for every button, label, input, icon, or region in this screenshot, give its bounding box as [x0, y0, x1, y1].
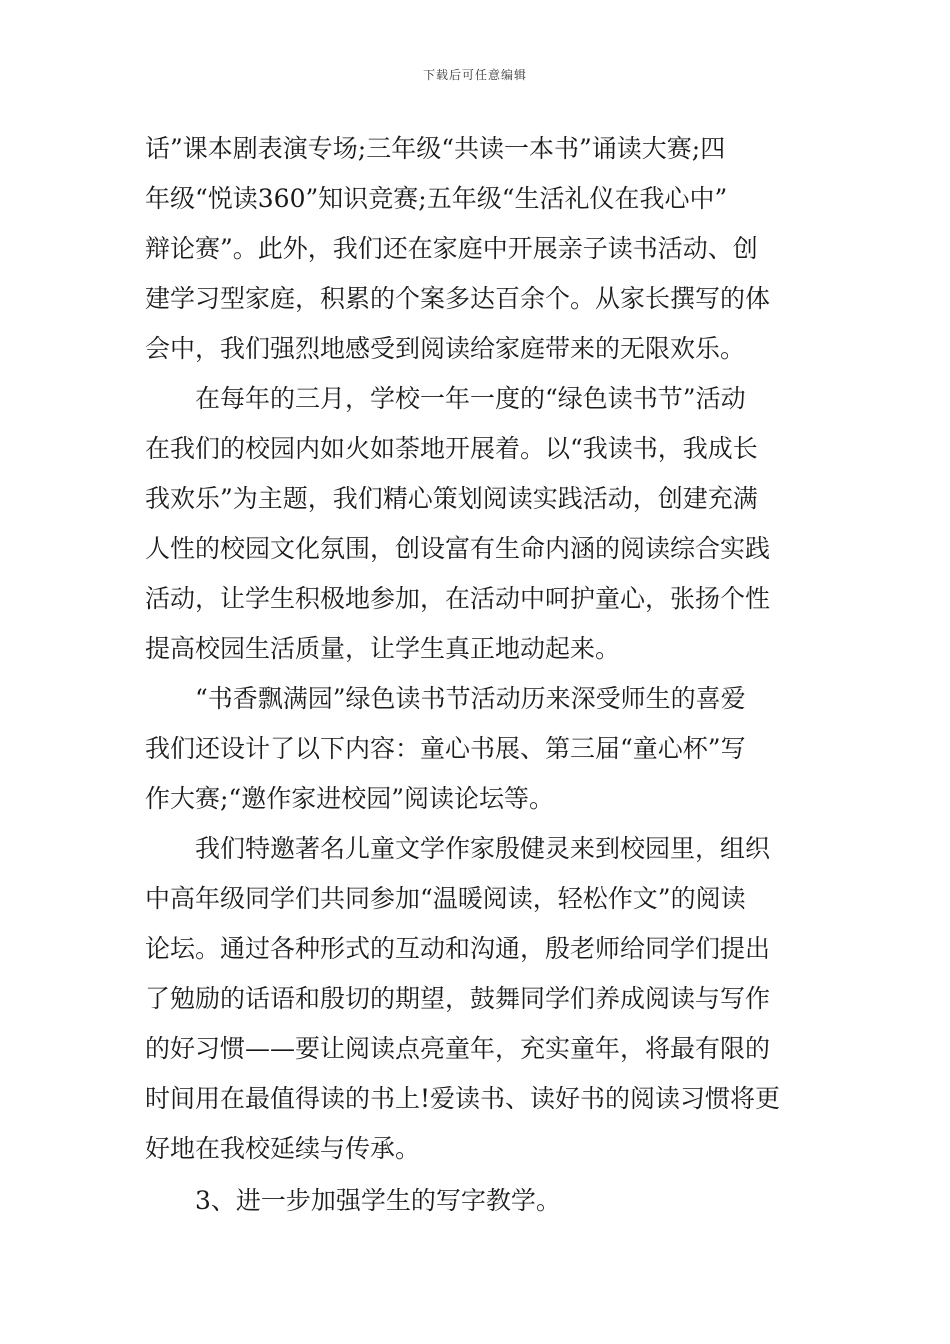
text-line: “书香飘满园”绿色读书节活动历来深受师生的喜爱 — [145, 684, 746, 713]
text-line: 我欢乐”为主题，我们精心策划阅读实践活动，创建充满 — [145, 484, 758, 513]
text-line: 作大赛;“邀作家进校园”阅读论坛等。 — [145, 784, 554, 813]
text-line: 了勉励的话语和殷切的期望，鼓舞同学们养成阅读与写作 — [145, 984, 771, 1013]
text-line: 辩论赛”。此外，我们还在家庭中开展亲子读书活动、创 — [145, 234, 758, 263]
text-line: 我们还设计了以下内容：童心书展、第三届“童心杯”写 — [145, 734, 746, 763]
text-line: 时间用在最值得读的书上!爱读书、读好书的阅读习惯将更 — [145, 1084, 781, 1113]
text-line: 在我们的校园内如火如荼地开展着。以“我读书，我成长 — [145, 434, 758, 463]
text-line: 提高校园生活质量，让学生真正地动起来。 — [145, 634, 621, 663]
page-header: 下载后可任意编辑 — [422, 68, 527, 82]
document-body — [145, 124, 808, 1226]
text-line: 年级“悦读360”知识竞赛;五年级“生活礼仪在我心中” — [145, 184, 728, 213]
text-line: 我们特邀著名儿童文学作家殷健灵来到校园里，组织 — [145, 834, 771, 863]
text-line: 话”课本剧表演专场;三年级“共读一本书”诵读大赛;四 — [145, 134, 726, 163]
text-line: 好地在我校延续与传承。 — [145, 1134, 421, 1163]
text-line: 论坛。通过各种形式的互动和沟通，殷老师给同学们提出 — [145, 934, 771, 963]
text-line: 3、进一步加强学生的写字教学。 — [145, 1186, 561, 1215]
text-line: 的好习惯——要让阅读点亮童年，充实童年，将最有限的 — [145, 1034, 771, 1063]
text-line: 建学习型家庭，积累的个案多达百余个。从家长撰写的体 — [145, 284, 771, 313]
text-line: 会中，我们强烈地感受到阅读给家庭带来的无限欢乐。 — [145, 334, 746, 363]
text-line: 中高年级同学们共同参加“温暖阅读，轻松作文”的阅读 — [145, 884, 746, 913]
text-line: 在每年的三月，学校一年一度的“绿色读书节”活动 — [145, 384, 746, 413]
text-line: 人性的校园文化氛围，创设富有生命内涵的阅读综合实践 — [145, 534, 771, 563]
text-line: 活动，让学生积极地参加，在活动中呵护童心，张扬个性 — [145, 584, 771, 613]
